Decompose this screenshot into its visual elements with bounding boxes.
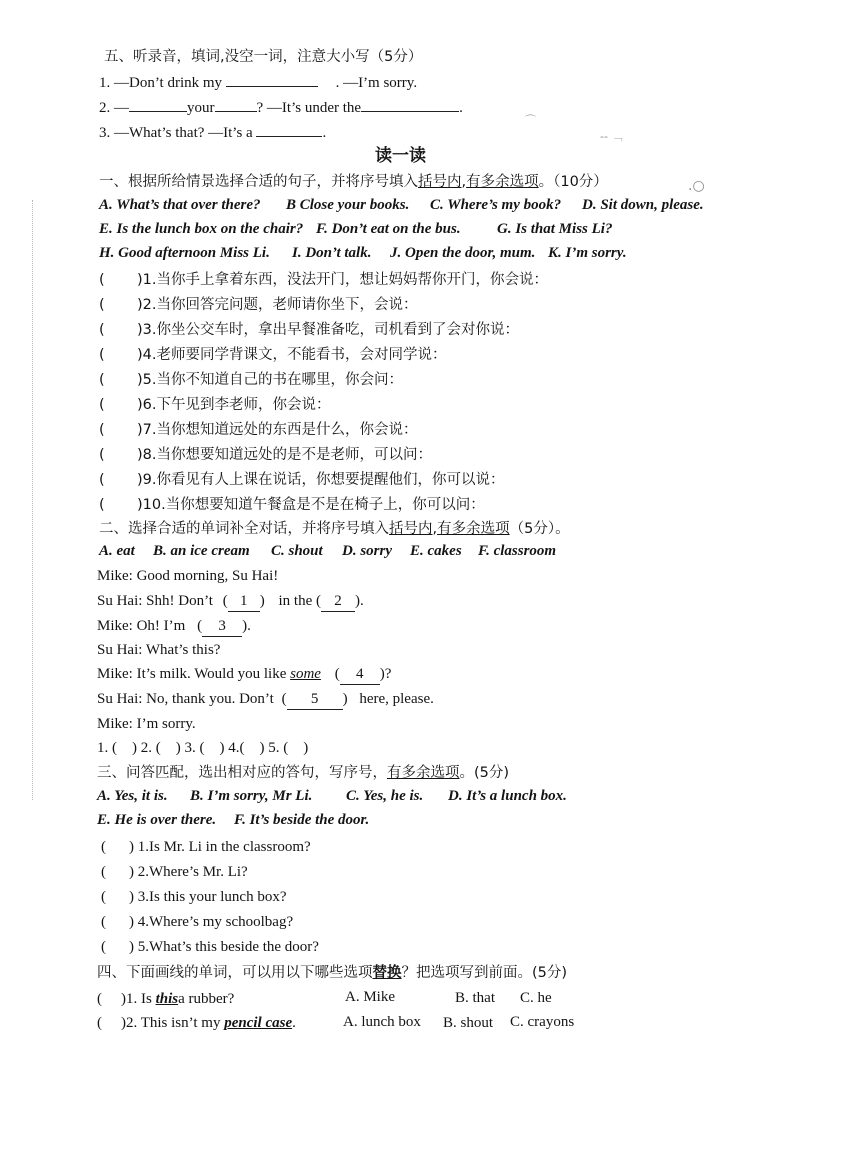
option-e: E. Is the lunch box on the chair? <box>99 221 304 237</box>
word-option-d: D. sorry <box>342 543 393 559</box>
match-option-b: B. I’m sorry, Mr Li. <box>190 788 313 804</box>
situation-item: ( )3.你坐公交车时，拿出早餐准备吃，司机看到了会对你说： <box>99 322 520 338</box>
situation-item: ( )2.当你回答完问题，老师请你坐下，会说： <box>99 297 418 313</box>
section-2-answer-row[interactable]: 1. ( ) 2. ( ) 3. ( ) 4.( ) 5. ( ) <box>97 740 309 756</box>
scan-noise-mark: .○ <box>688 178 705 194</box>
answer-paren[interactable]: ( <box>101 889 106 905</box>
situation-item: ( )5.当你不知道自己的书在哪里，你会问： <box>99 372 404 388</box>
section-5-heading: 五、听录音，填词,没空一词，注意大小写（5分） <box>104 49 423 65</box>
answer-blank[interactable] <box>226 72 318 87</box>
word-option-f: F. classroom <box>478 543 557 559</box>
option-d: D. Sit down, please. <box>582 197 704 213</box>
word-option-c: C. shout <box>271 543 323 559</box>
scan-noise-mark: ⌒ <box>525 114 536 127</box>
section-3-heading: 三、问答匹配，选出相对应的答句，写序号，有多余选项。(5分) <box>97 765 510 781</box>
option-k: K. I’m sorry. <box>548 245 627 261</box>
dialogue-line: Su Hai: No, thank you. Don’t ( 5 ) here, please. <box>97 689 434 710</box>
replace-option: A. lunch box <box>343 1014 421 1030</box>
replace-option: B. that <box>455 990 495 1006</box>
option-g: G. Is that Miss Li? <box>497 221 613 237</box>
dialogue-line: Su Hai: What’s this? <box>97 642 221 658</box>
replace-option: A. Mike <box>345 989 395 1005</box>
match-option-c: C. Yes, he is. <box>346 788 424 804</box>
dialogue-line: Mike: Oh! I’m ( 3 ). <box>97 616 251 637</box>
reading-section-title: 读一读 <box>375 146 426 166</box>
answer-paren[interactable]: ( <box>99 497 105 513</box>
word-option-a: A. eat <box>99 543 135 559</box>
answer-paren[interactable]: ( <box>97 991 102 1007</box>
answer-paren[interactable]: ( <box>99 272 105 288</box>
dialogue-blank-4[interactable]: 4 <box>340 664 380 685</box>
match-question: ( ) 4.Where’s my schoolbag? <box>101 914 294 930</box>
match-question: ( ) 2.Where’s Mr. Li? <box>101 864 248 880</box>
match-option-d: D. It’s a lunch box. <box>448 788 567 804</box>
situation-item: ( )10.当你想要知道午餐盒是不是在椅子上，你可以问： <box>99 497 485 513</box>
replace-option: C. he <box>520 990 552 1006</box>
answer-blank[interactable] <box>361 97 459 112</box>
situation-item: ( )9.你看见有人上课在说话，你想要提醒他们，你可以说： <box>99 472 505 488</box>
match-option-a: A. Yes, it is. <box>97 788 168 804</box>
dialogue-line: Su Hai: Shh! Don’t ( 1 ) in the ( 2 ). <box>97 591 364 612</box>
answer-paren[interactable]: ( <box>99 397 105 413</box>
answer-paren[interactable]: ( <box>101 839 106 855</box>
situation-item: ( )1.当你手上拿着东西，没法开门，想让妈妈帮你开门，你会说： <box>99 272 549 288</box>
answer-paren[interactable]: ( <box>99 447 105 463</box>
option-a: A. What’s that over there? <box>99 197 261 213</box>
answer-paren[interactable]: ( <box>99 372 105 388</box>
option-f: F. Don’t eat on the bus. <box>316 221 461 237</box>
section-4-heading: 四、下面画线的单词，可以用以下哪些选项替换？把选项写到前面。(5分) <box>97 965 568 981</box>
answer-paren[interactable]: ( <box>101 914 106 930</box>
replace-option: B. shout <box>443 1015 494 1031</box>
section-2-heading: 二、选择合适的单词补全对话，并将序号填入括号内,有多余选项（5分）。 <box>99 521 570 537</box>
scan-noise-mark: ‑‑ ﹁ <box>600 130 623 143</box>
match-question: ( ) 1.Is Mr. Li in the classroom? <box>101 839 311 855</box>
answer-paren[interactable]: ( <box>99 297 105 313</box>
dialogue-blank-5[interactable]: 5 <box>287 689 343 710</box>
answer-paren[interactable]: ( <box>101 864 106 880</box>
match-option-f: F. It’s beside the door. <box>234 812 370 828</box>
replace-question-1: ( )1. Is thisa rubber? <box>97 991 235 1007</box>
answer-paren[interactable]: ( <box>101 939 106 955</box>
replace-option: C. crayons <box>510 1014 575 1030</box>
option-b: B Close your books. <box>286 197 410 213</box>
situation-item: ( )6.下午见到李老师，你会说： <box>99 397 331 413</box>
word-option-e: E. cakes <box>410 543 462 559</box>
answer-paren[interactable]: ( <box>97 1015 102 1031</box>
option-h: H. Good afternoon Miss Li. <box>99 245 270 261</box>
answer-paren[interactable]: ( <box>99 322 105 338</box>
option-j: J. Open the door, mum. <box>390 245 536 261</box>
listen-question-1: 1. —Don’t drink my . —I’m sorry. <box>99 72 417 93</box>
listen-question-3: 3. —What’s that? —It’s a . <box>99 122 326 143</box>
answer-blank[interactable] <box>215 97 257 112</box>
match-question: ( ) 5.What’s this beside the door? <box>101 939 319 955</box>
word-option-b: B. an ice cream <box>153 543 250 559</box>
situation-item: ( )8.当你想要知道远处的是不是老师，可以问： <box>99 447 433 463</box>
dialogue-blank-1[interactable]: 1 <box>228 591 260 612</box>
answer-blank[interactable] <box>129 97 187 112</box>
match-question: ( ) 3.Is this your lunch box? <box>101 889 287 905</box>
situation-item: ( )4.老师要同学背课文，不能看书，会对同学说： <box>99 347 447 363</box>
dialogue-line: Mike: Good morning, Su Hai! <box>97 568 279 584</box>
option-i: I. Don’t talk. <box>292 245 372 261</box>
dialogue-blank-2[interactable]: 2 <box>321 591 355 612</box>
dialogue-blank-3[interactable]: 3 <box>202 616 242 637</box>
situation-item: ( )7.当你想知道远处的东西是什么，你会说： <box>99 422 418 438</box>
replace-question-2: ( )2. This isn’t my pencil case. <box>97 1015 296 1031</box>
dialogue-line: Mike: It’s milk. Would you like some ( 4 )? <box>97 664 391 685</box>
binding-margin-dots <box>32 200 35 800</box>
answer-paren[interactable]: ( <box>99 347 105 363</box>
listen-question-2: 2. — your ? —It’s under the . <box>99 97 463 118</box>
answer-blank[interactable] <box>256 122 322 137</box>
dialogue-line: Mike: I’m sorry. <box>97 716 196 732</box>
answer-paren[interactable]: ( <box>99 422 105 438</box>
answer-paren[interactable]: ( <box>99 472 105 488</box>
option-c: C. Where’s my book? <box>430 197 562 213</box>
match-option-e: E. He is over there. <box>97 812 217 828</box>
section-1-heading: 一、根据所给情景选择合适的句子，并将序号填入括号内,有多余选项。（10分） <box>99 174 608 190</box>
